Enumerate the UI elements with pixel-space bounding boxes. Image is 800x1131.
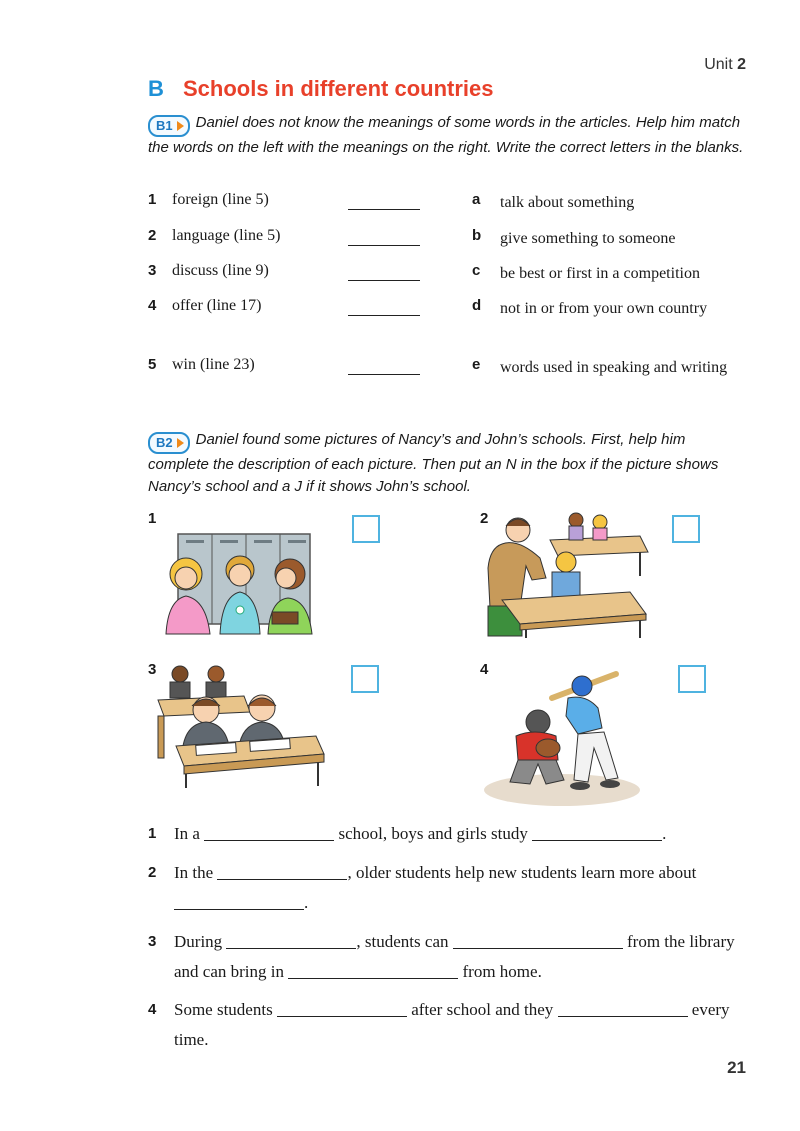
b2-badge: B2: [148, 432, 190, 454]
fill-blank[interactable]: [204, 824, 334, 841]
b1-badge: B1: [148, 115, 190, 137]
match-meaning: be best or first in a competition: [500, 265, 700, 282]
page-number: 21: [727, 1058, 746, 1077]
answer-box[interactable]: [352, 515, 380, 543]
picture-number: 1: [148, 510, 157, 527]
match-meaning: talk about something: [500, 194, 635, 211]
match-word: win (line 23): [172, 356, 255, 373]
match-word: language (line 5): [172, 227, 281, 244]
match-word: foreign (line 5): [172, 191, 269, 208]
fill-blank[interactable]: [277, 1000, 407, 1017]
answer-blank[interactable]: [348, 374, 420, 375]
match-meaning: words used in speaking and writing: [500, 359, 728, 376]
fill-blank[interactable]: [532, 824, 662, 841]
b1-instructions: B1 Daniel does not know the meanings of some words in the articles. Help him match the words on the left with the meanings on the right. Write the correct letters in the blanks.: [148, 114, 744, 156]
answer-blank[interactable]: [348, 209, 420, 210]
match-meaning: give something to someone: [500, 230, 676, 247]
picture-number: 4: [480, 661, 489, 678]
answer-blank[interactable]: [348, 245, 420, 246]
picture-number: 2: [480, 510, 489, 527]
section-title: Schools in different countries: [183, 76, 494, 101]
b2-instructions: B2 Daniel found some pictures of Nancy’s and John’s schools. First, help him complete the description of each picture. Then put an N in the box if the picture shows Nancy’s school and a J if it shows John’s school.: [148, 431, 719, 495]
students-in-uniform-at-desks-illustration: [152, 662, 327, 790]
match-word: discuss (line 9): [172, 262, 269, 279]
match-meaning: not in or from your own country: [500, 300, 708, 317]
fill-blank[interactable]: [288, 962, 458, 979]
students-at-lockers-illustration: [160, 530, 315, 635]
picture-number: 3: [148, 661, 157, 678]
play-arrow-icon: [177, 438, 184, 448]
play-arrow-icon: [177, 121, 184, 131]
unit-label: Unit 2: [704, 56, 746, 73]
teacher-helping-students-illustration: [480, 508, 650, 638]
fill-blank[interactable]: [174, 893, 304, 910]
answer-box[interactable]: [351, 665, 379, 693]
answer-box[interactable]: [678, 665, 706, 693]
section-letter: B: [148, 76, 164, 101]
answer-blank[interactable]: [348, 315, 420, 316]
match-word: offer (line 17): [172, 297, 262, 314]
fill-blank[interactable]: [217, 863, 347, 880]
fill-blank[interactable]: [453, 932, 623, 949]
answer-box[interactable]: [672, 515, 700, 543]
fill-blank[interactable]: [226, 932, 356, 949]
fill-blank[interactable]: [558, 1000, 688, 1017]
answer-blank[interactable]: [348, 280, 420, 281]
baseball-batter-and-catcher-illustration: [482, 668, 642, 810]
